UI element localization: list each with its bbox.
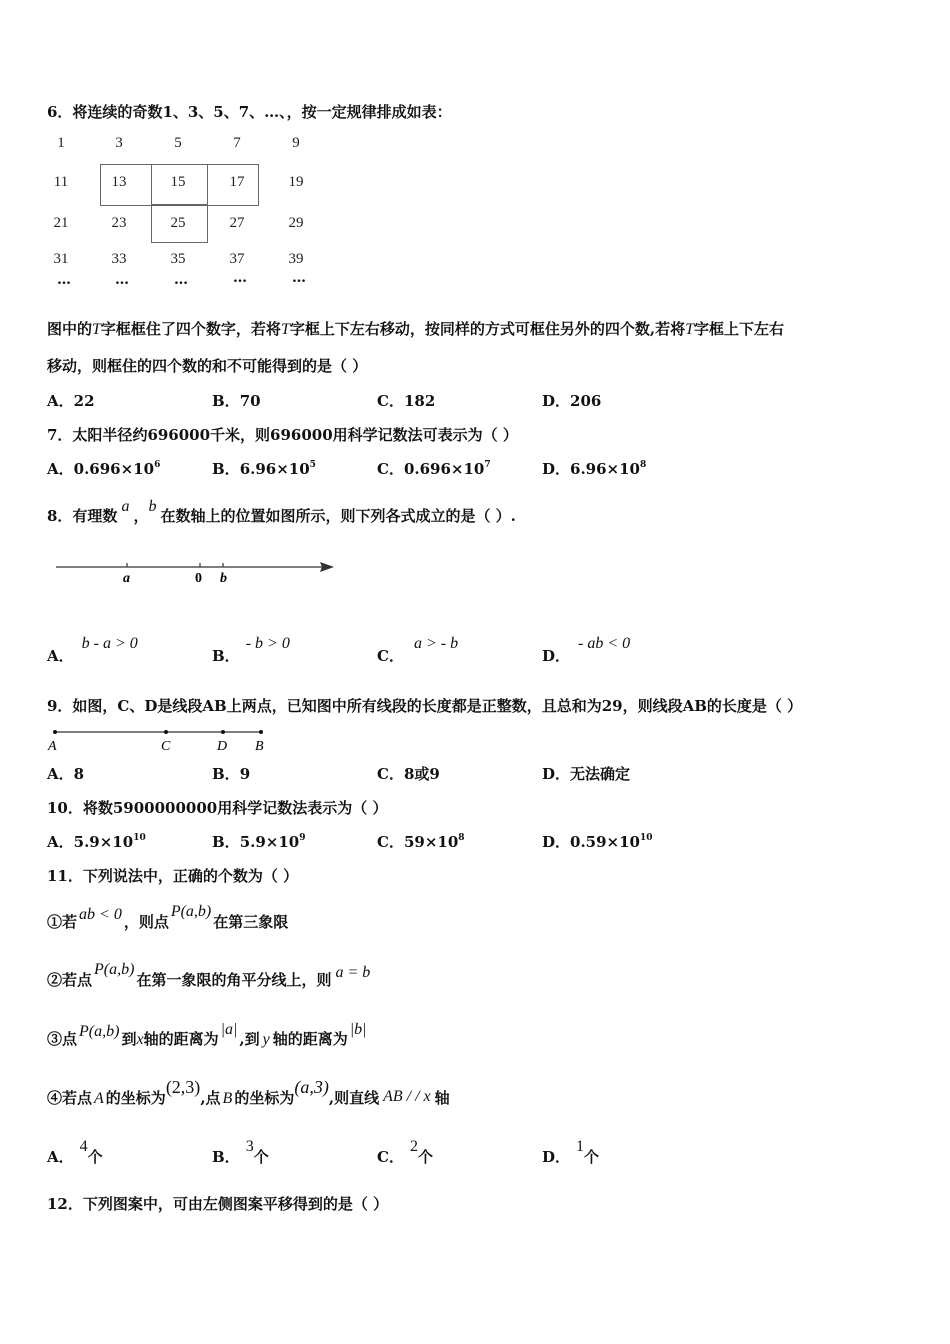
point-label-c: C <box>161 739 171 754</box>
q9-option-b[interactable]: B．9 <box>212 765 251 783</box>
q11-statement-3: ③点 P(a,b) 到x轴的距离为|a|,到 y 轴的距离为|b| <box>47 1021 367 1048</box>
q8-option-c[interactable]: C．a > - b <box>377 635 459 665</box>
q6-option-b[interactable]: B．70 <box>212 392 261 410</box>
q6-option-d[interactable]: D．206 <box>542 392 602 410</box>
q11-statement-4: ④若点 A 的坐标为(2,3),点 B 的坐标为(a,3),则直线 AB / / x 轴 <box>47 1077 450 1107</box>
q11-stem: 11．下列说法中，正确的个数为（ ） <box>47 867 299 885</box>
grid-cell: 23 <box>111 215 127 231</box>
grid-cell: 13 <box>111 174 127 190</box>
grid-cell: 9 <box>292 135 300 151</box>
q11-option-c[interactable]: C．2个 <box>377 1138 433 1166</box>
point-label-d: D <box>217 739 228 754</box>
grid-cell: 35 <box>170 251 186 267</box>
q8-option-b[interactable]: B．- b > 0 <box>212 635 290 665</box>
axis-label-a: a <box>123 571 130 586</box>
axis-label-b: b <box>220 571 227 586</box>
grid-cell: 27 <box>229 215 245 231</box>
grid-cell: 33 <box>111 251 127 267</box>
grid-cell: 29 <box>288 215 304 231</box>
grid-cell: 5 <box>174 135 182 151</box>
q9-stem: 9．如图，C、D是线段AB上两点，已知图中所有线段的长度都是正整数，且总和为29，则线段AB的长度是（ ） <box>47 697 803 715</box>
q9-option-a[interactable]: A．8 <box>47 765 85 783</box>
grid-ellipsis: … <box>292 270 306 286</box>
q6-description-line2: 移动，则框住的四个数的和不可能得到的是（ ） <box>47 357 368 375</box>
q11-option-d[interactable]: D．1个 <box>542 1138 600 1166</box>
grid-cell: 21 <box>53 215 69 231</box>
q8-option-a[interactable]: A．b - a > 0 <box>47 635 138 665</box>
q10-stem: 10．将数5900000000用科学记数法表示为（ ） <box>47 799 388 817</box>
q8-number-line <box>50 555 350 589</box>
q11-option-b[interactable]: B．3个 <box>212 1138 269 1166</box>
q12-stem: 12．下列图案中，可由左侧图案平移得到的是（ ） <box>47 1195 389 1213</box>
q7-option-c[interactable]: C．$0.696\times 10^7$ <box>377 460 491 478</box>
q10-option-a[interactable]: A．$5.9\times 10^{10}$ <box>47 833 146 851</box>
q7-option-d[interactable]: D．$6.96\times 10^8$ <box>542 460 647 478</box>
q10-option-c[interactable]: C．$59\times 10^8$ <box>377 833 465 851</box>
grid-cell: 19 <box>288 174 304 190</box>
grid-cell: 39 <box>288 251 304 267</box>
q11-statement-1: ①若 ab < 0 ，则点P(a,b)在第三象限 <box>47 903 289 931</box>
axis-label-zero: 0 <box>195 571 202 586</box>
grid-ellipsis: … <box>174 272 188 288</box>
q9-option-c[interactable]: C．8或9 <box>377 765 440 783</box>
q8-stem: 8．有理数a，b在数轴上的位置如图所示，则下列各式成立的是（ ）. <box>47 498 516 525</box>
q10-option-d[interactable]: D．$0.59\times 10^{10}$ <box>542 833 653 851</box>
q6-stem: 6．将连续的奇数1、3、5、7、…、，按一定规律排成如表： <box>47 103 452 121</box>
grid-cell: 11 <box>53 174 69 190</box>
grid-ellipsis: … <box>57 272 71 288</box>
q6-option-a[interactable]: A．22 <box>47 392 95 410</box>
q10-option-b[interactable]: B．$5.9\times 10^9$ <box>212 833 306 851</box>
grid-cell: 17 <box>229 174 245 190</box>
grid-cell: 3 <box>115 135 123 151</box>
point-label-a: A <box>48 739 57 754</box>
point-label-b: B <box>255 739 264 754</box>
t-frame-divider-1 <box>151 164 152 206</box>
grid-ellipsis: … <box>233 270 247 286</box>
q6-description-line1: 图中的T字框框住了四个数字，若将T字框上下左右移动，按同样的方式可框住另外的四个数,若将T字框上下左右 <box>47 320 784 338</box>
q9-option-d[interactable]: D．无法确定 <box>542 765 631 783</box>
grid-cell: 1 <box>57 135 65 151</box>
grid-cell: 31 <box>53 251 69 267</box>
grid-cell: 15 <box>170 174 186 190</box>
q6-option-c[interactable]: C．182 <box>377 392 436 410</box>
grid-cell: 25 <box>170 215 186 231</box>
grid-cell: 7 <box>233 135 241 151</box>
q7-option-a[interactable]: A．$0.696\times 10^6$ <box>47 460 161 478</box>
q7-option-b[interactable]: B．$6.96\times 10^5$ <box>212 460 316 478</box>
grid-cell: 37 <box>229 251 245 267</box>
q11-option-a[interactable]: A．4个 <box>47 1138 103 1166</box>
q11-statement-2: ②若点P(a,b)在第一象限的角平分线上，则 a = b <box>47 961 371 989</box>
q8-option-d[interactable]: D．- ab < 0 <box>542 635 631 665</box>
t-frame-divider-2 <box>207 164 208 206</box>
grid-ellipsis: … <box>115 272 129 288</box>
q9-segment-diagram <box>45 724 275 754</box>
q7-stem: 7．太阳半径约696000千米，则696000用科学记数法可表示为（ ） <box>47 426 518 444</box>
